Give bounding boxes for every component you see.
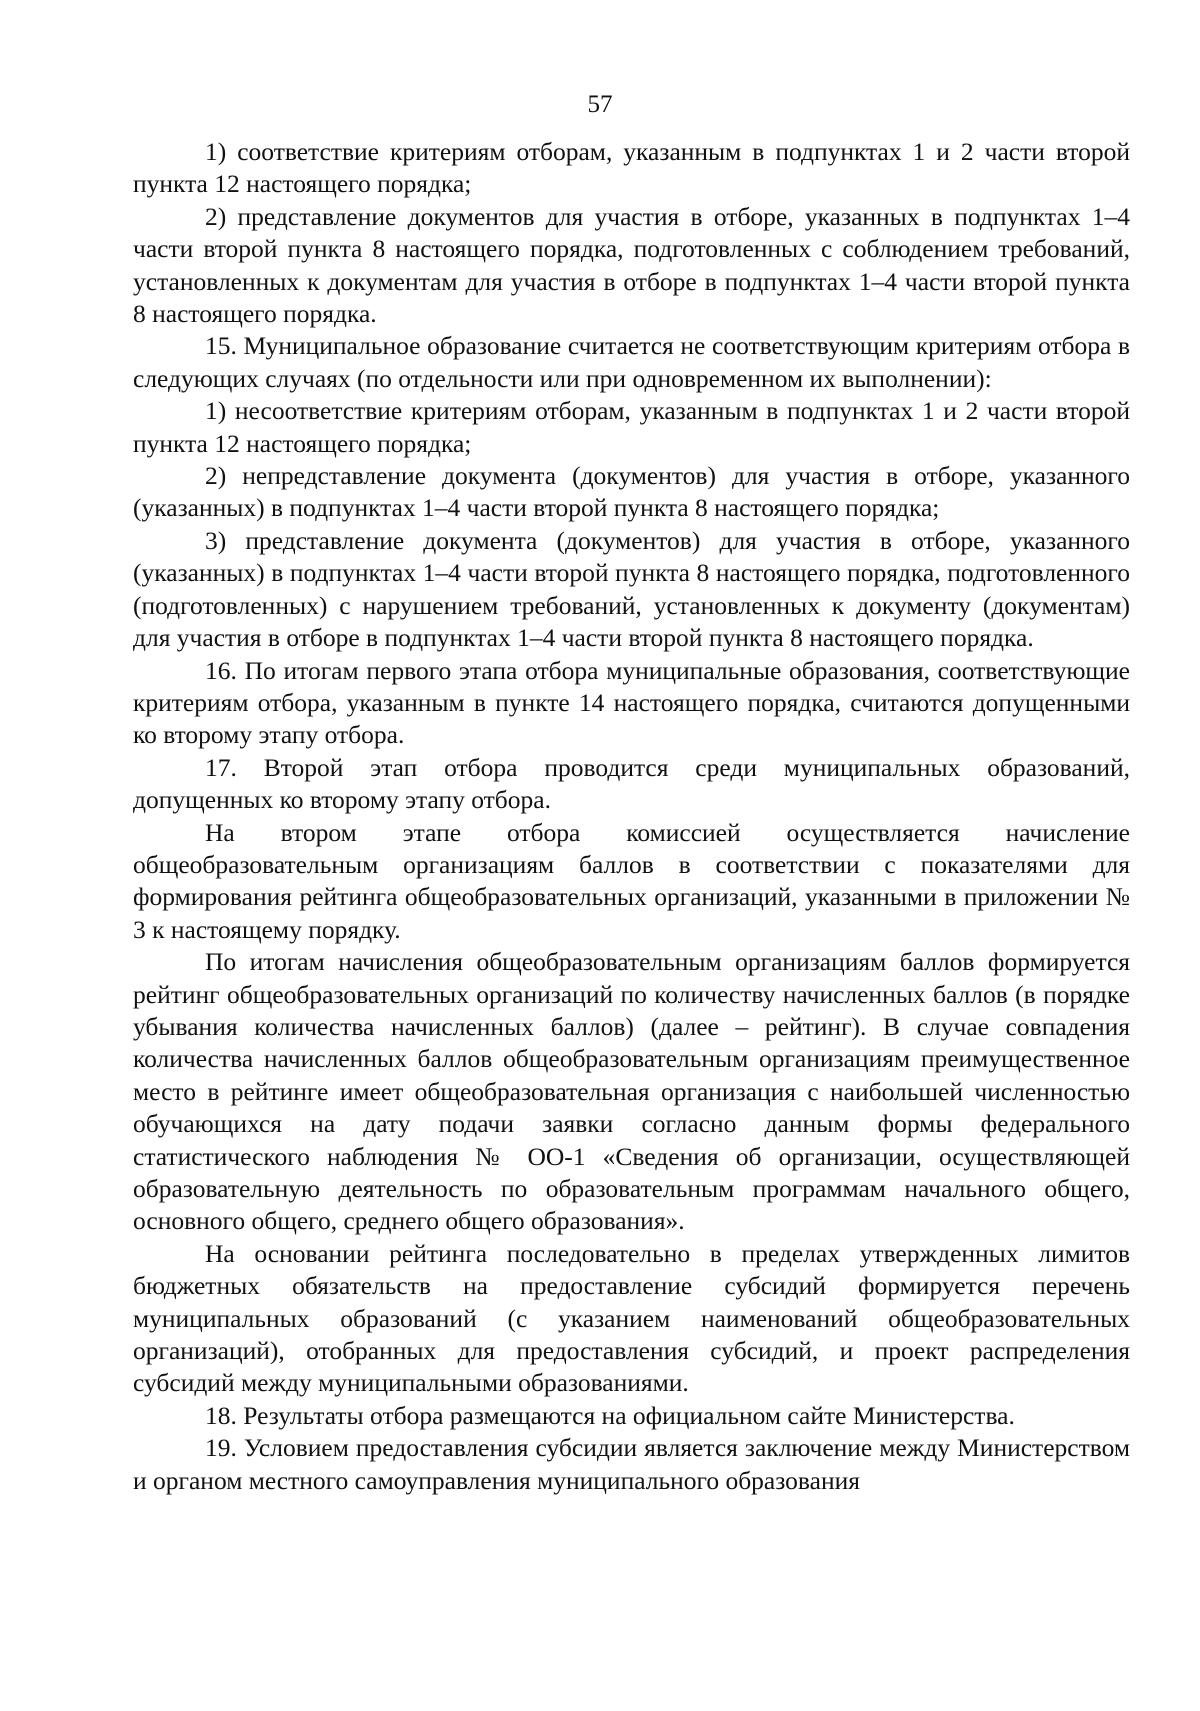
document-body [133, 136, 1130, 1497]
paragraph-14-item-1: 1) соответствие критериям отборам, указанным в подпунктах 1 и 2 части второй пункта 12 настоящего порядка; [133, 137, 1130, 199]
paragraph-15-item-1: 1) несоответствие критериям отборам, указанным в подпунктах 1 и 2 части второй пункта 12 настоящего порядка; [133, 396, 1130, 458]
paragraph-17-second-stage-scoring: На втором этапе отбора комиссией осуществляется начисление общеобразовательным организациям баллов в соответствии с показателями для формирования рейтинга общеобразовательных организаций, указанными в приложении № 3 к настоящему порядку. [133, 817, 1130, 944]
page-number: 57 [587, 91, 613, 118]
paragraph-18: 18. Результаты отбора размещаются на официальном сайте Министерства. [205, 1400, 1015, 1430]
paragraph-17-municipal-list: На основании рейтинга последовательно в пределах утвержденных лимитов бюджетных обязательств на предоставление субсидий формируется перечень муниципальных образований (с указанием наименований общеобразовательных организаций), отобранных для предоставления субсидий, и проект распределения субсидий между муниципальными образованиями. [133, 1238, 1130, 1398]
paragraph-15: 15. Муниципальное образование считается не соответствующим критериям отбора в следующих случаях (по отдельности или при одновременном их выполнении): [133, 331, 1130, 393]
paragraph-17-rating: По итогам начисления общеобразовательным организациям баллов формируется рейтинг общеобразовательных организаций по количеству начисленных баллов (в порядке убывания количества начисленных баллов) (далее – рейтинг). В случае совпадения количества начисленных баллов общеобразовательным организациям преимущественное место в рейтинге имеет общеобразовательная организация с наибольшей численностью обучающихся на дату подачи заявки согласно данным формы федерального статистического наблюдения № ОО-1 «Сведения об организации, осуществляющей образовательную деятельность по образовательным программам начального общего, основного общего, среднего общего образования». [133, 947, 1130, 1236]
paragraph-19: 19. Условием предоставления субсидии является заключение между Министерством и органом местного самоуправления муниципального образования [133, 1433, 1130, 1495]
paragraph-15-item-3: 3) представление документа (документов) для участия в отборе, указанного (указанных) в подпунктах 1–4 части второй пункта 8 настоящего порядка, подготовленного (подготовленных) с нарушением требований, установленных к документу (документам) для участия в отборе в подпунктах 1–4 части второй пункта 8 настоящего порядка. [133, 525, 1130, 653]
paragraph-17: 17. Второй этап отбора проводится среди муниципальных образований, допущенных ко второму этапу отбора. [133, 752, 1130, 815]
paragraph-16: 16. По итогам первого этапа отбора муниципальные образования, соответствующие критериям отбора, указанным в пункте 14 настоящего порядка, считаются допущенными ко второму этапу отбора. [133, 655, 1130, 750]
paragraph-15-item-2: 2) непредставление документа (документов) для участия в отборе, указанного (указанных) в подпунктах 1–4 части второй пункта 8 настоящего порядка; [133, 461, 1130, 523]
paragraph-14-item-2: 2) представление документов для участия в отборе, указанных в подпунктах 1–4 части второй пункта 8 настоящего порядка, подготовленных с соблюдением требований, установленных к документам для участия в отборе в подпунктах 1–4 части второй пункта 8 настоящего порядка. [133, 201, 1130, 329]
